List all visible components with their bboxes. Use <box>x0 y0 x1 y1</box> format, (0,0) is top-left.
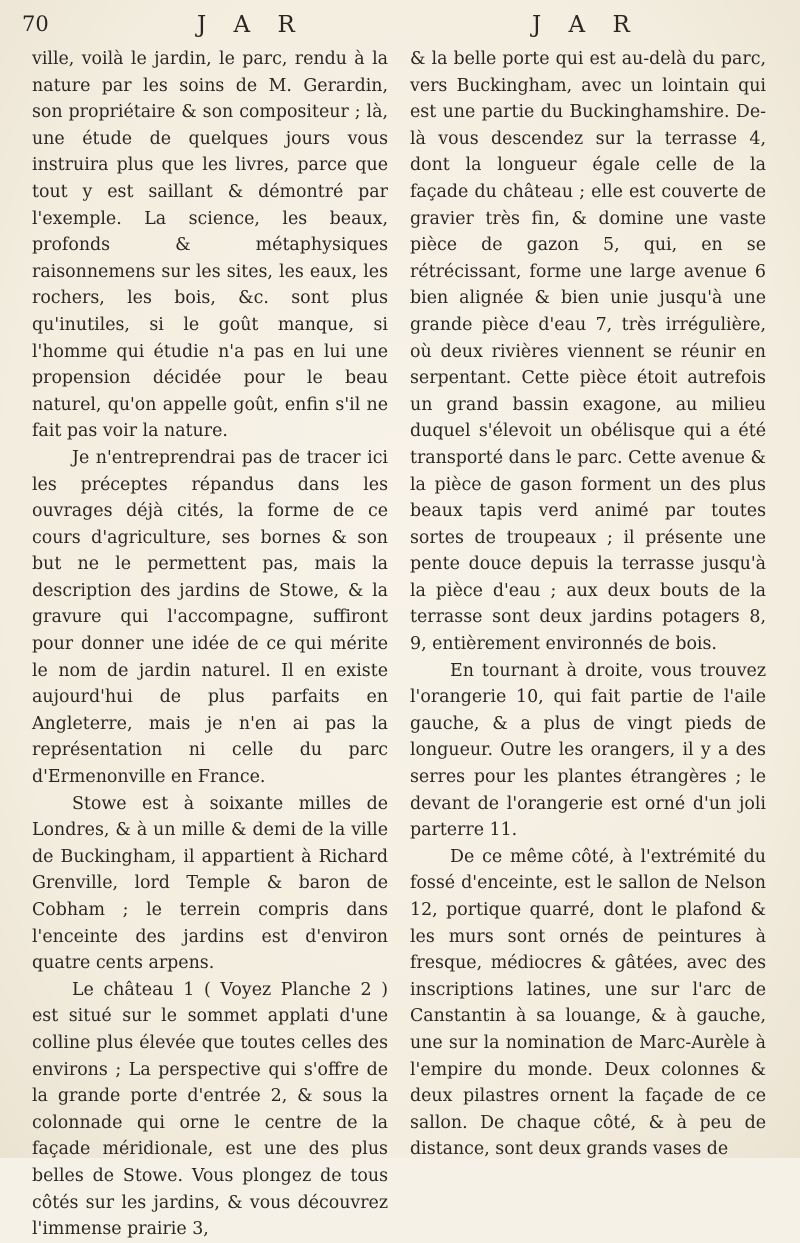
page-number: 70 <box>22 12 49 36</box>
paragraph: De ce même côté, à l'extrémité du fossé d'enceinte, est le sallon de Nelson 12, portique quarré, dont le plafond & les murs sont ornés de peintures à fresque, médiocres & gâtées, avec des inscriptions latines, une sur l'arc de Canstantin à sa louange, & à gauche, une sur la nomination de Marc-Aurèle à l'empire du monde. Deux colonnes & deux pilastres ornent la façade de ce sallon. De chaque côté, & à peu de distance, sont deux grands vases de <box>410 846 766 1160</box>
paragraph: Stowe est à soixante milles de Londres, & à un mille & demi de la ville de Buckingham, il appartient à Richard Grenville, lord Temple & baron de Cobham ; le terrein compris dans l'enceinte des jardins est d'environ quatre cents arpens. <box>32 793 388 974</box>
paragraph: En tournant à droite, vous trouvez l'orangerie 10, qui fait partie de l'aile gauche, & a plus de vingt pieds de longueur. Outre les orangers, il y a des serres pour les plantes étrangères ; le devant de l'orangerie est orné d'un joli parterre 11. <box>410 660 766 841</box>
running-head-left: J A R <box>197 12 305 38</box>
paragraph: & la belle porte qui est au-delà du parc, vers Buckingham, avec un lointain qui est une partie du Buckinghamshire. De-là vous descendez sur la terrasse 4, dont la longueur égale celle de la façade du château ; elle est couverte de gravier très fin, & domine une vaste pièce de gazon 5, qui, en se rétrécissant, forme une large avenue 6 bien alignée & bien unie jusqu'à une grande pièce d'eau 7, très irrégulière, où deux rivières viennent se réunir en serpentant. Cette pièce étoit autrefois un grand bassin exagone, au milieu duquel s'élevoit un obélisque qui a été transporté dans le parc. Cette avenue & la pièce de gason forment un des plus beaux tapis verd animé par toutes sortes de troupeaux ; il présente une pente douce depuis la terrasse jusqu'à la pièce d'eau ; aux deux bouts de la terrasse sont deux jardins potagers 8, 9, entièrement environnés de bois. <box>410 49 766 655</box>
right-column <box>410 46 766 1163</box>
paragraph: Je n'entreprendrai pas de tracer ici les préceptes répandus dans les ouvrages déjà cités, la forme de ce cours d'agriculture, ses bornes & son but ne le permettent pas, mais la description des jardins de Stowe, & la gravure qui l'accompagne, suffiront pour donner une idée de ce qui mérite le nom de jardin naturel. Il en existe aujourd'hui de plus parfaits en Angleterre, mais je n'en ai pas la représentation ni celle du parc d'Ermenonville en France. <box>32 447 388 788</box>
left-column <box>32 46 388 1243</box>
running-head-right: J A R <box>532 12 640 38</box>
paragraph: Le château 1 ( Voyez Planche 2 ) est situé sur le sommet applati d'une colline plus élevée que toutes celles des environs ; La perspective qui s'offre de la grande porte d'entrée 2, & sous la colonnade qui orne le centre de la façade méridionale, est une des plus belles de Stowe. Vous plongez de tous côtés sur les jardins, & vous découvrez l'immense prairie 3, <box>32 979 388 1240</box>
paragraph: ville, voilà le jardin, le parc, rendu à la nature par les soins de M. Gerardin, son propriétaire & son compositeur ; là, une étude de quelques jours vous instruira plus que les livres, parce que tout y est saillant & démontré par l'exemple. La science, les beaux, profonds & métaphysiques raisonnemens sur les sites, les eaux, les rochers, les bois, &c. sont plus qu'inutiles, si le goût manque, si l'homme qui étudie n'a pas en lui une propension décidée pour le beau naturel, qu'on appelle goût, enfin s'il ne fait pas voir la nature. <box>32 49 388 442</box>
